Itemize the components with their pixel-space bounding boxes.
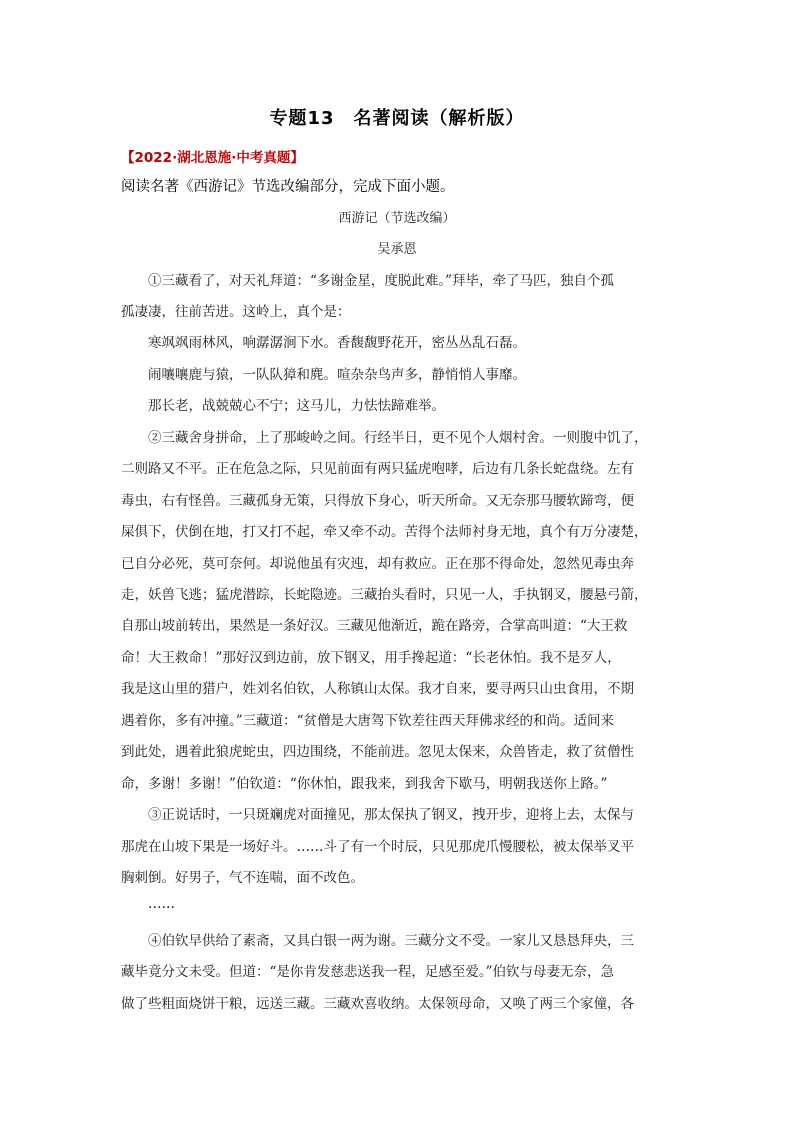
- source-tag: 【2022·湖北恩施·中考真题】: [121, 150, 304, 166]
- excerpt-author: 吴承恩: [377, 242, 417, 257]
- paragraph-line: 胸刺倒。好男子，气不连喘，面不改色。: [121, 870, 364, 886]
- page-title: 专题13 名著阅读（解析版）: [269, 108, 525, 129]
- paragraph-line: 屎俱下，伏倒在地，打又打不起，牵又牵不动。苦得个法师衬身无地，真个有万分凄楚，: [121, 524, 648, 540]
- poem-line: 闹嚷嚷鹿与猿，一队队獐和麂。喧杂杂鸟声多，静悄悄人事靡。: [148, 367, 526, 383]
- paragraph-line: 藏毕竟分文未受。但道：“是你肯发慈悲送我一程，足感至爱。”伯钦与母妻无奈，急: [121, 964, 615, 980]
- paragraph-line: 遇着你，多有冲撞。”三藏道：“贫僧是大唐驾下钦差往西天拜佛求经的和尚。适间来: [121, 713, 615, 729]
- paragraph-line: 命！大王救命！”那好汉到边前，放下钢叉，用手搀起道：“长老休怕。我不是歹人，: [121, 650, 621, 666]
- paragraph-line: 到此处，遇着此狼虎蛇虫，四边围绕，不能前进。忽见太保来，众兽皆走，救了贫僧性: [121, 744, 634, 760]
- paragraph-line: ①三藏看了，对天礼拜道：“多谢金星，度脱此难。”拜毕，牵了马匹，独自个孤: [148, 273, 615, 289]
- paragraph-line: 那虎在山坡下果是一场好斗。……斗了有一个时辰，只见那虎爪慢腰松，被太保举叉平: [121, 839, 634, 855]
- paragraph-line: ④伯钦早供给了素斋，又具白银一两为谢。三藏分文不受。一家儿又恳恳拜央，三: [148, 933, 634, 949]
- paragraph-line: 已自分必死，莫可奈何。却说他虽有灾迍，却有救应。正在那不得命处，忽然见毒虫奔: [121, 556, 634, 572]
- ellipsis-line: ……: [148, 896, 175, 912]
- poem-line: 寒飒飒雨林风，响潺潺涧下水。香馥馥野花开，密丛丛乱石磊。: [148, 335, 526, 351]
- paragraph-line: ②三藏舍身拼命，上了那峻岭之间。行经半日，更不见个人烟村舍。一则腹中饥了，: [148, 430, 648, 446]
- excerpt-title: 西游记（节选改编）: [338, 211, 456, 226]
- paragraph-line: 孤凄凄，往前苦进。这岭上，真个是：: [121, 304, 351, 320]
- paragraph-line: 毒虫，右有怪兽。三藏孤身无策，只得放下身心，听天所命。又无奈那马腰软蹄弯，便: [121, 493, 634, 509]
- paragraph-line: 命，多谢！多谢！”伯钦道：“你休怕，跟我来，到我舍下歇马，明朝我送你上路。”: [121, 776, 608, 792]
- paragraph-line: ③正说话时，一只斑斓虎对面撞见，那太保执了钢叉，拽开步，迎将上去，太保与: [148, 807, 634, 823]
- paragraph-line: 二则路又不平。正在危急之际，只见前面有两只猛虎咆哮，后边有几条长蛇盘绕。左有: [121, 461, 634, 477]
- paragraph-line: 做了些粗面烧饼干粮，远送三藏。三藏欢喜收纳。太保领母命，又唤了两三个家僮，各: [121, 996, 634, 1012]
- paragraph-line: 走，妖兽飞逃；猛虎潜踪，长蛇隐迹。三藏抬头看时，只见一人，手执钢叉，腰悬弓箭，: [121, 587, 648, 603]
- poem-line: 那长老，战兢兢心不宁；这马儿，力怯怯蹄难举。: [148, 398, 445, 414]
- instruction-text: 阅读名著《西游记》节选改编部分，完成下面小题。: [121, 179, 455, 195]
- paragraph-line: 我是这山里的猎户，姓刘名伯钦，人称镇山太保。我才自来，要寻两只山虫食用，不期: [121, 681, 634, 697]
- paragraph-line: 自那山坡前转出，果然是一条好汉。三藏见他渐近，跪在路旁，合掌高叫道：“大王救: [121, 618, 628, 634]
